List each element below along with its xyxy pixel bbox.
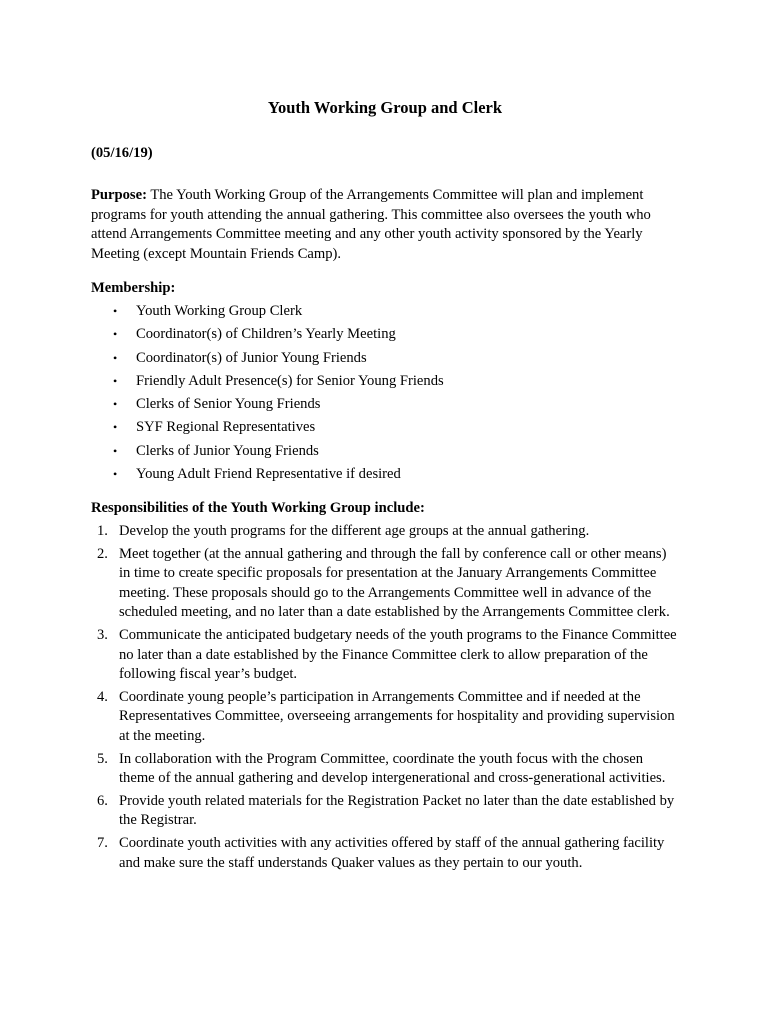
bullet-icon: •	[113, 443, 118, 458]
responsibility-number: 6.	[97, 792, 108, 809]
responsibility-text: Meet together (at the annual gathering and through the fall by conference call or other means) in time to create specific proposals for presentation at the January Arrangements Committee meeting. These proposals should go to the Arrangements Committee well in advance of the scheduled meeting, and no later than a date established by the Arrangements Committee clerk.	[119, 545, 670, 621]
membership-heading: Membership:	[91, 280, 176, 296]
responsibilities-list	[91, 522, 681, 877]
responsibility-number: 2.	[97, 545, 108, 562]
responsibility-item	[91, 522, 681, 542]
responsibility-item	[91, 545, 681, 623]
purpose-paragraph	[91, 186, 681, 264]
membership-item	[91, 441, 444, 464]
membership-item-text: SYF Regional Representatives	[136, 419, 316, 436]
membership-item-text: Friendly Adult Presence(s) for Senior Young Friends	[136, 372, 444, 389]
bullet-icon: •	[113, 420, 118, 435]
responsibility-text: Coordinate youth activities with any activities offered by staff of the annual gathering facility and make sure the staff understands Quaker values as they pertain to our youth.	[119, 835, 665, 871]
responsibility-number: 1.	[97, 523, 108, 539]
membership-item-text: Young Adult Friend Representative if desired	[136, 466, 401, 483]
bullet-icon: •	[113, 373, 118, 388]
membership-list	[91, 301, 444, 487]
membership-item-text: Coordinator(s) of Junior Young Friends	[136, 349, 367, 366]
responsibility-item	[91, 626, 681, 685]
bullet-icon: •	[113, 350, 118, 365]
responsibility-text: In collaboration with the Program Committee, coordinate the youth focus with the chosen theme of the annual gathering and develop intergenerational and cross-generational activities.	[119, 750, 666, 787]
document-title: Youth Working Group and Clerk	[267, 98, 503, 117]
membership-item-text: Clerks of Junior Young Friends	[136, 442, 319, 459]
membership-item	[91, 464, 444, 487]
membership-item-text: Clerks of Senior Young Friends	[136, 396, 321, 413]
responsibilities-heading: Responsibilities of the Youth Working Group include:	[91, 500, 425, 516]
membership-item	[91, 417, 444, 440]
responsibility-number: 4.	[97, 688, 108, 705]
responsibility-text: Communicate the anticipated budgetary needs of the youth programs to the Finance Committee no later than a date established by the Finance Committee clerk to allow preparation of the following fiscal year’s budget.	[119, 627, 677, 683]
bullet-icon: •	[113, 304, 118, 318]
membership-item	[91, 348, 444, 371]
responsibility-item	[91, 750, 681, 789]
responsibility-number: 7.	[97, 835, 108, 852]
bullet-icon: •	[113, 327, 118, 342]
purpose-text: The Youth Working Group of the Arrangements Committee will plan and implement programs for youth attending the annual gathering. This committee also oversees the youth who attend Arrangements Committee meeting and any other youth activity sponsored by the Yearly Meeting (except Mountain Friends Camp).	[91, 187, 651, 262]
document-date: (05/16/19)	[91, 145, 153, 161]
membership-item	[91, 301, 444, 324]
membership-item	[91, 371, 444, 394]
membership-item	[91, 324, 444, 347]
membership-item	[91, 394, 444, 417]
responsibility-text: Provide youth related materials for the Registration Packet no later than the date established by the Registrar.	[119, 792, 675, 829]
responsibility-item	[91, 792, 681, 831]
purpose-label: Purpose:	[91, 187, 147, 203]
responsibility-text: Develop the youth programs for the different age groups at the annual gathering.	[119, 523, 590, 539]
membership-item-text: Coordinator(s) of Children’s Yearly Meeting	[136, 326, 396, 343]
membership-item-text: Youth Working Group Clerk	[136, 303, 303, 319]
responsibility-number: 5.	[97, 750, 108, 767]
bullet-icon: •	[113, 397, 118, 412]
responsibility-item	[91, 688, 681, 747]
responsibility-text: Coordinate young people’s participation in Arrangements Committee and if needed at the Representatives Committee, overseeing arrangements for hospitality and providing supervision at the meeting.	[119, 688, 675, 744]
responsibility-item	[91, 834, 681, 873]
responsibility-number: 3.	[97, 627, 108, 644]
bullet-icon: •	[113, 467, 118, 482]
